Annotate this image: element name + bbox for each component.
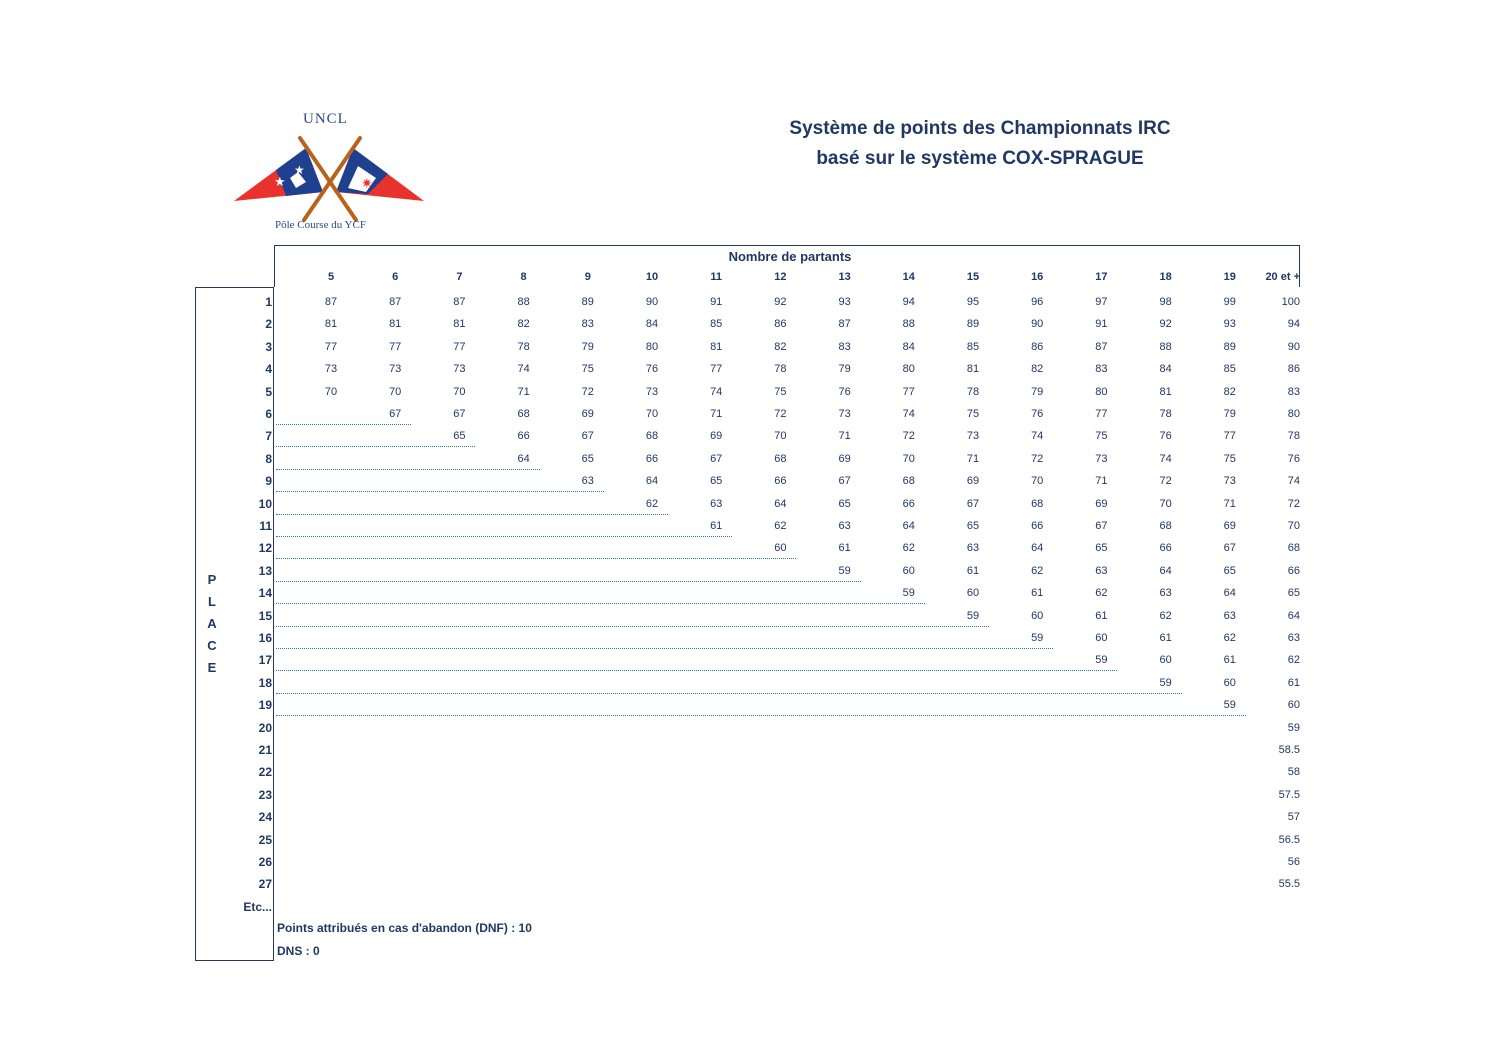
table-cell: 63 [1159, 587, 1172, 600]
table-cell: 62 [1095, 587, 1108, 600]
table-cell: 70 [774, 430, 787, 443]
table-cell: 67 [710, 452, 723, 465]
table-cell: 60 [1159, 654, 1172, 667]
table-cell: 86 [774, 318, 787, 331]
table-cell: 70 [645, 408, 659, 420]
table-cell: 75 [581, 363, 594, 376]
column-header-9: 13 [838, 271, 851, 283]
table-cell: 86 [1287, 363, 1300, 376]
place-label-6: 6 [265, 407, 272, 421]
table-cell: 65 [838, 497, 851, 510]
table-cell: 59 [838, 564, 851, 577]
table-cell: 64 [517, 452, 530, 465]
table-cell: 72 [1031, 452, 1044, 465]
table-cell: 60 [966, 587, 980, 600]
row-dotted-line [276, 648, 1053, 649]
column-header-7: 11 [710, 271, 722, 283]
row-dotted-line [276, 558, 796, 559]
table-cell: 85 [1223, 363, 1236, 376]
place-letter: E [207, 660, 217, 675]
table-cell: 73 [1095, 452, 1108, 465]
page-title-line1: Système de points des Championnats IRC [789, 118, 1171, 139]
place-label-17: 17 [258, 653, 272, 668]
place-label-10: 10 [258, 496, 272, 511]
table-cell: 89 [966, 318, 980, 331]
table-cell: 81 [1159, 385, 1172, 398]
table-cell: 95 [966, 296, 980, 308]
table-cell: 64 [1223, 587, 1236, 600]
table-cell: 72 [1287, 497, 1300, 510]
place-label-14: 14 [258, 586, 272, 601]
table-cell: 61 [966, 564, 980, 577]
table-cell: 71 [838, 430, 851, 443]
table-cell: 65 [1287, 587, 1300, 600]
table-cell: 61 [1031, 587, 1044, 600]
place-label-2: 2 [265, 317, 272, 332]
table-cell: 67 [389, 408, 402, 420]
place-label-12: 12 [258, 541, 272, 556]
table-cell: 98 [1159, 296, 1172, 308]
place-label-9: 9 [265, 474, 272, 489]
table-cell: 68 [645, 430, 659, 443]
table-cell: 66 [1159, 542, 1172, 555]
row-dotted-line [276, 424, 411, 425]
column-header-12: 16 [1031, 271, 1044, 283]
table-cell: 56 [1287, 856, 1300, 868]
table-cell: 66 [517, 430, 530, 443]
table-cell: 73 [645, 385, 659, 398]
table-cell: 73 [966, 430, 980, 443]
table-cell: 77 [324, 340, 338, 353]
table-cell: 96 [1031, 296, 1044, 308]
table-cell: 83 [838, 340, 851, 353]
column-header-5: 9 [584, 271, 591, 283]
table-cell: 63 [1287, 632, 1300, 644]
table-cell: 64 [774, 497, 787, 510]
table-cell: 81 [966, 363, 980, 376]
table-cell: 65 [710, 475, 723, 488]
table-cell: 62 [774, 520, 787, 532]
table-cell: 78 [1159, 408, 1172, 420]
table-cell: 62 [1031, 564, 1044, 577]
column-header-14: 18 [1159, 271, 1172, 283]
table-cell: 69 [838, 452, 851, 465]
table-cell: 88 [902, 318, 915, 331]
svg-text:★: ★ [274, 175, 286, 190]
table-cell: 85 [710, 318, 723, 331]
table-cell: 94 [1287, 318, 1300, 331]
table-cell: 88 [517, 296, 530, 308]
table-cell: 65 [1223, 564, 1236, 577]
table-cell: 76 [1031, 408, 1044, 420]
table-cell: 60 [1223, 676, 1236, 689]
table-cell: 70 [1031, 475, 1044, 488]
table-cell: 84 [1159, 363, 1172, 376]
table-cell: 59 [966, 609, 980, 622]
table-cell: 64 [902, 520, 915, 532]
table-cell: 81 [710, 340, 723, 353]
table-cell: 70 [389, 385, 402, 398]
table-cell: 76 [1287, 452, 1300, 465]
table-cell: 66 [645, 452, 659, 465]
table-cell: 77 [902, 385, 915, 398]
table-cell: 82 [1223, 385, 1236, 398]
column-header-10: 14 [902, 271, 915, 283]
table-cell: 99 [1223, 296, 1236, 308]
table-cell: 81 [389, 318, 402, 331]
table-cell: 75 [1223, 452, 1236, 465]
table-cell: 63 [581, 475, 594, 488]
row-dotted-line [276, 626, 989, 627]
place-label-20: 20 [258, 720, 272, 735]
table-cell: 66 [902, 497, 915, 510]
place-label-22: 22 [258, 765, 272, 780]
dnf-note: Points attribués en cas d'abandon (DNF) : 10 [277, 921, 532, 935]
place-letter: L [208, 594, 216, 609]
table-cell: 59 [1159, 676, 1172, 689]
table-cell: 74 [902, 408, 915, 420]
table-cell: 82 [774, 340, 787, 353]
table-cell: 77 [710, 363, 723, 376]
row-dotted-line [276, 446, 475, 447]
table-cell: 77 [1095, 408, 1108, 420]
table-cell: 82 [517, 318, 530, 331]
table-cell: 88 [1159, 340, 1172, 353]
place-label-18: 18 [258, 675, 272, 690]
table-cell: 78 [517, 340, 530, 353]
table-cell: 63 [1223, 609, 1236, 622]
place-label-27: 27 [258, 877, 272, 892]
place-label-24: 24 [258, 810, 272, 825]
logo-bottom-text: Pôle Course du YCF [275, 219, 366, 231]
table-cell: 70 [453, 385, 466, 398]
table-cell: 87 [1095, 340, 1108, 353]
table-cell: 91 [1095, 318, 1108, 331]
table-cell: 65 [966, 520, 980, 532]
etc-label: Etc... [243, 899, 272, 914]
dns-note: DNS : 0 [277, 944, 320, 958]
table-cell: 72 [902, 430, 915, 443]
table-cell: 62 [1223, 632, 1236, 644]
table-cell: 90 [1287, 340, 1300, 353]
table-cell: 86 [1031, 340, 1044, 353]
table-cell: 61 [1223, 654, 1236, 667]
place-label-13: 13 [258, 563, 272, 578]
place-letter: A [207, 616, 217, 631]
table-cell: 69 [966, 475, 980, 488]
table-cell: 82 [1031, 363, 1044, 376]
table-cell: 78 [774, 363, 787, 376]
table-cell: 92 [1159, 318, 1172, 331]
table-cell: 61 [1287, 676, 1300, 689]
table-cell: 81 [324, 318, 338, 331]
table-cell: 67 [1223, 542, 1236, 555]
table-cell: 76 [1159, 430, 1172, 443]
table-cell: 69 [1223, 520, 1236, 532]
table-cell: 83 [1287, 385, 1300, 398]
row-dotted-line [276, 491, 604, 492]
table-cell: 89 [581, 296, 594, 308]
table-cell: 79 [581, 340, 594, 353]
table-cell: 81 [453, 318, 466, 331]
svg-text:✷: ✷ [361, 176, 373, 192]
table-cell: 66 [774, 475, 787, 488]
table-cell: 74 [1031, 430, 1044, 443]
table-cell: 65 [1095, 542, 1108, 555]
table-cell: 64 [1159, 564, 1172, 577]
table-cell: 59 [1031, 632, 1044, 644]
row-dotted-line [276, 670, 1117, 671]
table-cell: 60 [774, 542, 787, 555]
column-header-3: 7 [456, 271, 463, 283]
table-cell: 73 [838, 408, 851, 420]
place-label-23: 23 [258, 787, 272, 802]
place-label-25: 25 [258, 832, 272, 847]
table-cell: 67 [581, 430, 594, 443]
table-cell: 60 [902, 564, 915, 577]
table-cell: 71 [966, 452, 980, 465]
table-cell: 65 [581, 452, 594, 465]
table-cell: 75 [966, 408, 980, 420]
table-cell: 89 [1223, 340, 1236, 353]
table-cell: 67 [966, 497, 980, 510]
table-cell: 74 [517, 363, 530, 376]
table-cell: 90 [645, 296, 659, 308]
column-header-2: 6 [392, 271, 399, 283]
place-label-3: 3 [265, 339, 272, 354]
table-cell: 59 [902, 587, 915, 600]
table-cell: 59 [1287, 721, 1300, 734]
row-dotted-line [276, 581, 861, 582]
column-header-1: 5 [327, 271, 335, 283]
place-label-5: 5 [265, 384, 272, 399]
table-header-title: Nombre de partants [728, 249, 852, 264]
table-cell: 75 [774, 385, 787, 398]
place-label-21: 21 [258, 743, 272, 757]
table-cell: 61 [710, 520, 723, 532]
table-cell: 76 [645, 363, 659, 376]
table-cell: 67 [838, 475, 851, 488]
table-cell: 71 [1095, 475, 1108, 488]
table-cell: 61 [1095, 609, 1108, 622]
table-cell: 68 [902, 475, 915, 488]
table-cell: 57.5 [1278, 788, 1300, 801]
table-cell: 73 [324, 363, 338, 376]
table-cell: 87 [453, 296, 466, 308]
table-cell: 83 [581, 318, 594, 331]
table-cell: 57 [1287, 811, 1300, 824]
table-cell: 84 [902, 340, 915, 353]
table-cell: 87 [389, 296, 402, 308]
table-cell: 67 [1095, 520, 1108, 532]
row-dotted-line [276, 715, 1246, 716]
table-cell: 76 [838, 385, 851, 398]
table-cell: 71 [517, 385, 530, 398]
table-cell: 80 [1287, 408, 1300, 420]
column-header-11: 15 [966, 271, 980, 283]
table-cell: 70 [1159, 497, 1172, 510]
table-cell: 62 [645, 497, 659, 510]
table-cell: 93 [1223, 318, 1236, 331]
table-cell: 61 [1159, 632, 1172, 644]
table-cell: 97 [1095, 296, 1108, 308]
table-cell: 83 [1095, 363, 1108, 376]
table-cell: 79 [1031, 385, 1044, 398]
place-label-11: 11 [259, 519, 272, 533]
table-cell: 71 [710, 408, 723, 420]
table-cell: 77 [389, 340, 402, 353]
table-cell: 78 [966, 385, 980, 398]
place-letter: C [207, 638, 217, 653]
table-cell: 64 [1031, 542, 1044, 555]
table-cell: 60 [1287, 699, 1300, 712]
table-cell: 65 [453, 430, 466, 443]
table-cell: 59 [1095, 654, 1108, 667]
table-cell: 79 [838, 363, 851, 376]
table-cell: 62 [1159, 609, 1172, 622]
table-cell: 64 [645, 475, 659, 488]
table-cell: 56.5 [1278, 833, 1300, 846]
table-cell: 87 [838, 318, 851, 331]
column-header-4: 8 [520, 271, 527, 283]
row-dotted-line [276, 693, 1182, 694]
table-cell: 87 [324, 296, 338, 308]
table-cell: 91 [710, 296, 723, 308]
row-dotted-line [276, 469, 540, 470]
table-cell: 69 [581, 408, 594, 420]
place-label-1: 1 [265, 295, 272, 309]
table-cell: 80 [902, 363, 915, 376]
column-header-16: 20 et + [1265, 271, 1300, 283]
row-dotted-line [276, 514, 668, 515]
table-cell: 62 [902, 542, 915, 555]
table-cell: 74 [1287, 475, 1300, 488]
table-cell: 72 [774, 408, 787, 420]
table-cell: 68 [774, 452, 787, 465]
row-dotted-line [276, 603, 925, 604]
table-cell: 61 [838, 542, 851, 555]
table-cell: 70 [324, 385, 338, 398]
table-cell: 79 [1223, 408, 1236, 420]
table-cell: 66 [1287, 564, 1300, 577]
table-cell: 70 [1287, 520, 1300, 532]
table-cell: 84 [645, 318, 659, 331]
table-cell: 73 [453, 363, 466, 376]
table-cell: 75 [1095, 430, 1108, 443]
table-cell: 90 [1031, 318, 1044, 331]
page-title-line2: basé sur le système COX-SPRAGUE [816, 148, 1144, 169]
table-cell: 63 [710, 497, 723, 510]
table-cell: 78 [1287, 430, 1300, 443]
table-cell: 73 [1223, 475, 1236, 488]
table-cell: 68 [1159, 520, 1172, 532]
table-cell: 67 [453, 408, 466, 420]
table-cell: 70 [902, 452, 915, 465]
column-header-8: 12 [774, 271, 787, 283]
place-label-16: 16 [258, 631, 272, 645]
table-cell: 63 [966, 542, 980, 555]
table-cell: 64 [1287, 609, 1300, 622]
place-label-7: 7 [265, 429, 272, 444]
place-label-8: 8 [265, 451, 272, 466]
table-cell: 58 [1287, 766, 1300, 779]
table-cell: 62 [1287, 654, 1300, 667]
table-cell: 60 [1095, 632, 1108, 644]
table-cell: 74 [710, 385, 723, 398]
table-cell: 69 [710, 430, 723, 443]
table-cell: 93 [838, 296, 851, 308]
place-label-4: 4 [265, 362, 272, 377]
table-cell: 60 [1031, 609, 1044, 622]
table-cell: 74 [1159, 452, 1172, 465]
table-cell: 80 [645, 340, 659, 353]
table-cell: 68 [1287, 542, 1300, 555]
place-letter: P [207, 572, 217, 587]
table-cell: 92 [774, 296, 787, 308]
column-header-15: 19 [1223, 271, 1236, 283]
table-cell: 72 [581, 385, 594, 398]
svg-text:★: ★ [294, 163, 305, 177]
table-cell: 72 [1159, 475, 1172, 488]
logo-top-text: UNCL [303, 111, 348, 127]
column-header-6: 10 [645, 271, 659, 283]
table-cell: 73 [389, 363, 402, 376]
table-cell: 71 [1223, 497, 1236, 510]
table-cell: 59 [1223, 699, 1236, 712]
place-label-19: 19 [258, 698, 272, 713]
table-cell: 77 [1223, 430, 1236, 443]
table-cell: 68 [517, 408, 530, 420]
table-cell: 66 [1031, 520, 1044, 532]
place-label-15: 15 [258, 608, 272, 623]
column-header-13: 17 [1095, 271, 1108, 283]
table-cell: 63 [838, 520, 851, 532]
place-label-26: 26 [258, 855, 272, 869]
table-cell: 100 [1281, 296, 1300, 308]
table-cell: 85 [966, 340, 980, 353]
table-cell: 77 [453, 340, 466, 353]
row-dotted-line [276, 536, 732, 537]
table-cell: 55.5 [1278, 878, 1300, 891]
table-cell: 68 [1031, 497, 1044, 510]
table-cell: 69 [1095, 497, 1108, 510]
table-cell: 94 [902, 296, 915, 308]
table-cell: 80 [1095, 385, 1108, 398]
table-cell: 63 [1095, 564, 1108, 577]
table-cell: 58.5 [1278, 744, 1300, 756]
